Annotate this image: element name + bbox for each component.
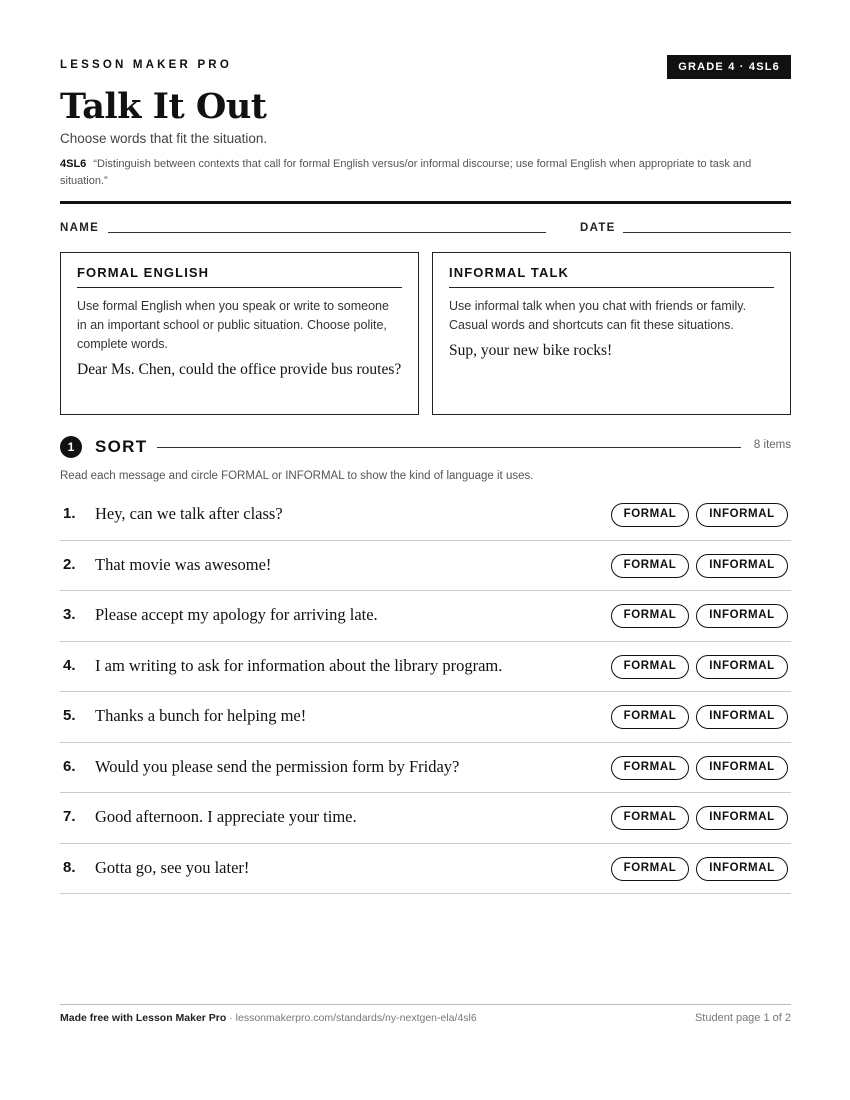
brand-name: LESSON MAKER PRO [60, 59, 232, 71]
item-number: 6. [63, 757, 76, 775]
box-heading: INFORMAL TALK [449, 265, 774, 288]
informal-option[interactable]: INFORMAL [696, 554, 788, 578]
footer-divider [60, 1004, 791, 1005]
item-count: 8 items [753, 439, 791, 451]
formal-english-box [60, 252, 419, 415]
item-text: Thanks a bunch for helping me! [95, 706, 307, 725]
footer-url[interactable]: lessonmakerpro.com/standards/ny-nextgen-ela/4sl6 [235, 1012, 477, 1024]
sort-item [60, 793, 791, 844]
item-text: Good afternoon. I appreciate your time. [95, 807, 357, 826]
page-title: Talk It Out [60, 86, 267, 127]
name-field[interactable] [108, 232, 546, 233]
section-number-badge: 1 [60, 436, 82, 458]
sort-item [60, 642, 791, 693]
item-number: 7. [63, 808, 76, 825]
item-text: I am writing to ask for information about the library program. [95, 655, 503, 675]
item-number: 5. [63, 707, 76, 724]
sort-item [60, 591, 791, 642]
item-text: That movie was awesome! [95, 554, 272, 574]
sort-item [60, 490, 791, 541]
formal-option[interactable]: FORMAL [611, 655, 689, 679]
header-divider [60, 201, 791, 204]
formal-option[interactable]: FORMAL [611, 503, 689, 527]
name-label: NAME [60, 222, 100, 234]
box-example: Sup, your new bike rocks! [449, 342, 613, 359]
section-instructions: Read each message and circle FORMAL or INFORMAL to show the kind of language it uses. [60, 470, 534, 482]
formal-option[interactable]: FORMAL [611, 604, 689, 628]
grade-badge: GRADE 4 · 4SL6 [667, 55, 791, 79]
informal-option[interactable]: INFORMAL [696, 756, 788, 780]
footer-page-number: Student page 1 of 2 [694, 1012, 791, 1024]
sort-item [60, 692, 791, 743]
section-rule [157, 447, 741, 448]
informal-option[interactable]: INFORMAL [696, 705, 788, 729]
formal-option[interactable]: FORMAL [611, 705, 689, 729]
informal-talk-box [432, 252, 791, 415]
formal-option[interactable]: FORMAL [611, 857, 689, 881]
item-text: Please accept my apology for arriving late. [95, 605, 378, 624]
formal-option[interactable]: FORMAL [611, 554, 689, 578]
box-description: Use informal talk when you chat with friends or family. Casual words and shortcuts can fit these situations. [449, 299, 747, 332]
footer-made-with: Made free with Lesson Maker Pro [60, 1012, 227, 1024]
footer-credit [60, 1012, 477, 1024]
item-number: 8. [63, 858, 76, 876]
page-subtitle: Choose words that fit the situation. [60, 131, 268, 146]
formal-option[interactable]: FORMAL [611, 806, 689, 830]
formal-option[interactable]: FORMAL [611, 756, 689, 780]
item-text: Gotta go, see you later! [95, 857, 250, 877]
informal-option[interactable]: INFORMAL [696, 604, 788, 628]
section-title: SORT [95, 437, 148, 456]
box-heading: FORMAL ENGLISH [77, 265, 402, 288]
item-text: Would you please send the permission form by Friday? [95, 756, 460, 776]
date-field[interactable] [623, 232, 791, 233]
box-example: Dear Ms. Chen, could the office provide bus routes? [77, 361, 402, 378]
informal-option[interactable]: INFORMAL [696, 806, 788, 830]
sort-item [60, 541, 791, 592]
informal-option[interactable]: INFORMAL [696, 655, 788, 679]
informal-option[interactable]: INFORMAL [696, 857, 788, 881]
sort-item [60, 743, 791, 794]
date-label: DATE [580, 222, 616, 234]
standard-description [60, 156, 791, 190]
item-number: 1. [63, 505, 76, 522]
item-number: 2. [63, 555, 76, 573]
section-header [60, 434, 791, 460]
item-text: Hey, can we talk after class? [95, 504, 283, 523]
item-number: 3. [63, 606, 76, 623]
box-description: Use formal English when you speak or write to someone in an important school or public situation. Choose polite, complete words. [77, 299, 389, 351]
sort-item [60, 844, 791, 895]
item-number: 4. [63, 656, 76, 674]
standard-code: 4SL6 [60, 158, 87, 170]
sort-item-list [60, 490, 791, 894]
standard-text: “Distinguish between contexts that call for formal English versus/or informal discourse; use formal English when appropriate to task and situation.” [60, 158, 752, 187]
worksheet-page [60, 0, 791, 1100]
informal-option[interactable]: INFORMAL [696, 503, 788, 527]
footer-separator: · [226, 1012, 236, 1024]
